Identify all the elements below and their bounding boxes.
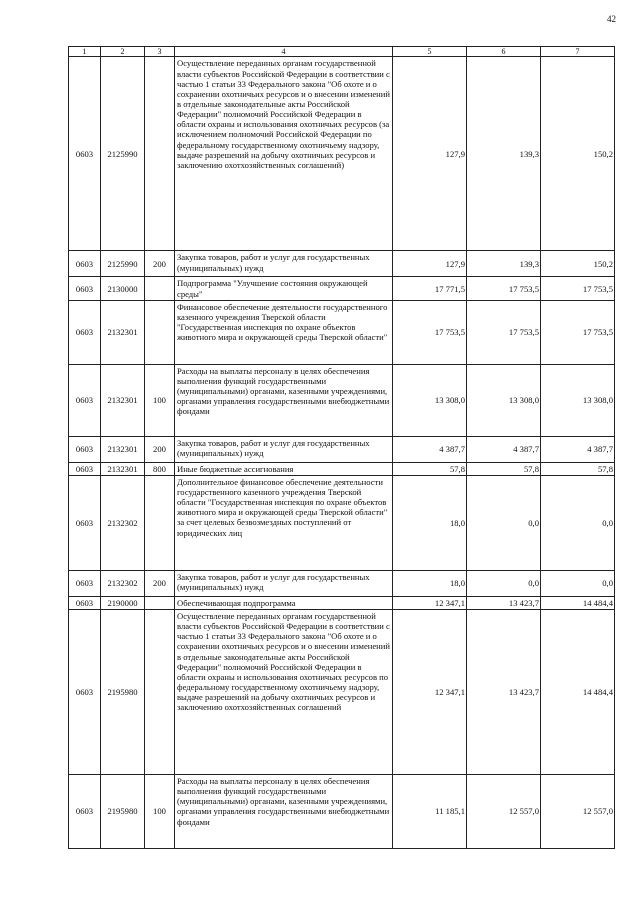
table-row xyxy=(69,300,615,364)
expense-type-code: 200 xyxy=(145,251,175,277)
section-code: 0603 xyxy=(69,570,101,596)
section-code: 0603 xyxy=(69,436,101,462)
amount-year-3: 4 387,7 xyxy=(541,436,615,462)
target-article-code: 2132301 xyxy=(101,462,145,475)
column-header: 7 xyxy=(541,47,615,57)
amount-year-1: 17 753,5 xyxy=(393,300,467,364)
expense-type-code: 200 xyxy=(145,570,175,596)
table-row xyxy=(69,364,615,436)
item-name: Осуществление переданных органам государственной власти субъектов Российской Федерации в соответствии с частью 1 статьи 33 Федерального закона "Об охоте и о сохранении охотничьих ресурсов и о внесении изменений в отдельные законодательные акты Российской Федерации" полномочий Российской Федерации в области охраны и использования охотничьих ресурсов (за исключением полномочий Российской Федерации по федеральному государственному охотничьему надзору, выдаче разрешений на добычу охотничьих ресурсов и заключению охотхозяйственных соглашений) xyxy=(175,57,393,251)
expense-type-code xyxy=(145,57,175,251)
table-row xyxy=(69,475,615,570)
expense-type-code xyxy=(145,475,175,570)
amount-year-1: 4 387,7 xyxy=(393,436,467,462)
amount-year-1: 13 308,0 xyxy=(393,364,467,436)
amount-year-1: 12 347,1 xyxy=(393,610,467,775)
target-article-code: 2130000 xyxy=(101,277,145,300)
amount-year-1: 11 185,1 xyxy=(393,775,467,849)
table-row xyxy=(69,775,615,849)
amount-year-1: 18,0 xyxy=(393,475,467,570)
target-article-code: 2132302 xyxy=(101,475,145,570)
amount-year-3: 13 308,0 xyxy=(541,364,615,436)
budget-table xyxy=(68,46,615,849)
item-name: Закупка товаров, работ и услуг для государственных (муниципальных) нужд xyxy=(175,570,393,596)
amount-year-3: 17 753,5 xyxy=(541,277,615,300)
amount-year-2: 17 753,5 xyxy=(467,277,541,300)
amount-year-2: 13 308,0 xyxy=(467,364,541,436)
column-header: 5 xyxy=(393,47,467,57)
amount-year-3: 150,2 xyxy=(541,57,615,251)
expense-type-code xyxy=(145,300,175,364)
item-name: Финансовое обеспечение деятельности государственного казенного учреждения Тверской области "Государственная инспекция по охране объектов животного мира и окружающей среды Тверской области" xyxy=(175,300,393,364)
table-row xyxy=(69,277,615,300)
section-code: 0603 xyxy=(69,610,101,775)
amount-year-2: 4 387,7 xyxy=(467,436,541,462)
column-header: 6 xyxy=(467,47,541,57)
amount-year-1: 17 771,5 xyxy=(393,277,467,300)
amount-year-1: 127,9 xyxy=(393,251,467,277)
table-row xyxy=(69,251,615,277)
item-name: Дополнительное финансовое обеспечение деятельности государственного казенного учреждения Тверской области "Государственная инспекция по охране объектов животного мира и окружающей среды Тверской области" за счет целевых безвозмездных поступлений от юридических лиц xyxy=(175,475,393,570)
amount-year-1: 12 347,1 xyxy=(393,596,467,609)
item-name: Обеспечивающая подпрограмма xyxy=(175,596,393,609)
target-article-code: 2125990 xyxy=(101,57,145,251)
amount-year-3: 0,0 xyxy=(541,570,615,596)
item-name: Иные бюджетные ассигнования xyxy=(175,462,393,475)
amount-year-2: 13 423,7 xyxy=(467,610,541,775)
expense-type-code xyxy=(145,610,175,775)
amount-year-3: 0,0 xyxy=(541,475,615,570)
target-article-code: 2132302 xyxy=(101,570,145,596)
section-code: 0603 xyxy=(69,277,101,300)
amount-year-1: 57,8 xyxy=(393,462,467,475)
amount-year-1: 127,9 xyxy=(393,57,467,251)
item-name: Осуществление переданных органам государственной власти субъектов Российской Федерации в соответствии с частью 1 статьи 33 Федерального закона "Об охоте и о сохранении охотничьих ресурсов и о внесении изменений в отдельные законодательные акты Российской Федерации" полномочий Российской Федерации в области охраны и использования охотничьих ресурсов по федеральному государственному охотничьему надзору, выдаче разрешений на добычу охотничьих ресурсов и заключению охотхозяйственных соглашений xyxy=(175,610,393,775)
section-code: 0603 xyxy=(69,364,101,436)
amount-year-3: 17 753,5 xyxy=(541,300,615,364)
amount-year-2: 13 423,7 xyxy=(467,596,541,609)
amount-year-3: 14 484,4 xyxy=(541,610,615,775)
section-code: 0603 xyxy=(69,475,101,570)
expense-type-code xyxy=(145,596,175,609)
section-code: 0603 xyxy=(69,462,101,475)
table-row xyxy=(69,570,615,596)
table-row xyxy=(69,610,615,775)
amount-year-3: 150,2 xyxy=(541,251,615,277)
item-name: Закупка товаров, работ и услуг для государственных (муниципальных) нужд xyxy=(175,436,393,462)
amount-year-2: 139,3 xyxy=(467,57,541,251)
amount-year-3: 57,8 xyxy=(541,462,615,475)
column-header: 3 xyxy=(145,47,175,57)
amount-year-3: 12 557,0 xyxy=(541,775,615,849)
item-name: Расходы на выплаты персоналу в целях обеспечения выполнения функций государственными (муниципальными) органами, казенными учреждениями, органами управления государственными внебюджетными фондами xyxy=(175,775,393,849)
expense-type-code: 800 xyxy=(145,462,175,475)
column-header: 4 xyxy=(175,47,393,57)
amount-year-2: 17 753,5 xyxy=(467,300,541,364)
target-article-code: 2132301 xyxy=(101,300,145,364)
section-code: 0603 xyxy=(69,775,101,849)
expense-type-code: 200 xyxy=(145,436,175,462)
section-code: 0603 xyxy=(69,300,101,364)
item-name: Расходы на выплаты персоналу в целях обеспечения выполнения функций государственными (муниципальными) органами, казенными учреждениями, органами управления государственными внебюджетными фондами xyxy=(175,364,393,436)
table-row xyxy=(69,462,615,475)
table-row xyxy=(69,57,615,251)
target-article-code: 2195980 xyxy=(101,610,145,775)
expense-type-code: 100 xyxy=(145,775,175,849)
column-header: 1 xyxy=(69,47,101,57)
target-article-code: 2190000 xyxy=(101,596,145,609)
expense-type-code: 100 xyxy=(145,364,175,436)
item-name: Подпрограмма "Улучшение состояния окружающей среды" xyxy=(175,277,393,300)
amount-year-2: 0,0 xyxy=(467,475,541,570)
item-name: Закупка товаров, работ и услуг для государственных (муниципальных) нужд xyxy=(175,251,393,277)
target-article-code: 2125990 xyxy=(101,251,145,277)
target-article-code: 2132301 xyxy=(101,364,145,436)
page-number: 42 xyxy=(607,14,616,24)
target-article-code: 2132301 xyxy=(101,436,145,462)
amount-year-2: 57,8 xyxy=(467,462,541,475)
amount-year-2: 12 557,0 xyxy=(467,775,541,849)
column-number-row xyxy=(69,47,615,57)
table-row xyxy=(69,436,615,462)
amount-year-3: 14 484,4 xyxy=(541,596,615,609)
table-row xyxy=(69,596,615,609)
target-article-code: 2195980 xyxy=(101,775,145,849)
table-body xyxy=(69,57,615,849)
expense-type-code xyxy=(145,277,175,300)
column-header: 2 xyxy=(101,47,145,57)
section-code: 0603 xyxy=(69,57,101,251)
amount-year-2: 0,0 xyxy=(467,570,541,596)
amount-year-1: 18,0 xyxy=(393,570,467,596)
section-code: 0603 xyxy=(69,251,101,277)
amount-year-2: 139,3 xyxy=(467,251,541,277)
section-code: 0603 xyxy=(69,596,101,609)
